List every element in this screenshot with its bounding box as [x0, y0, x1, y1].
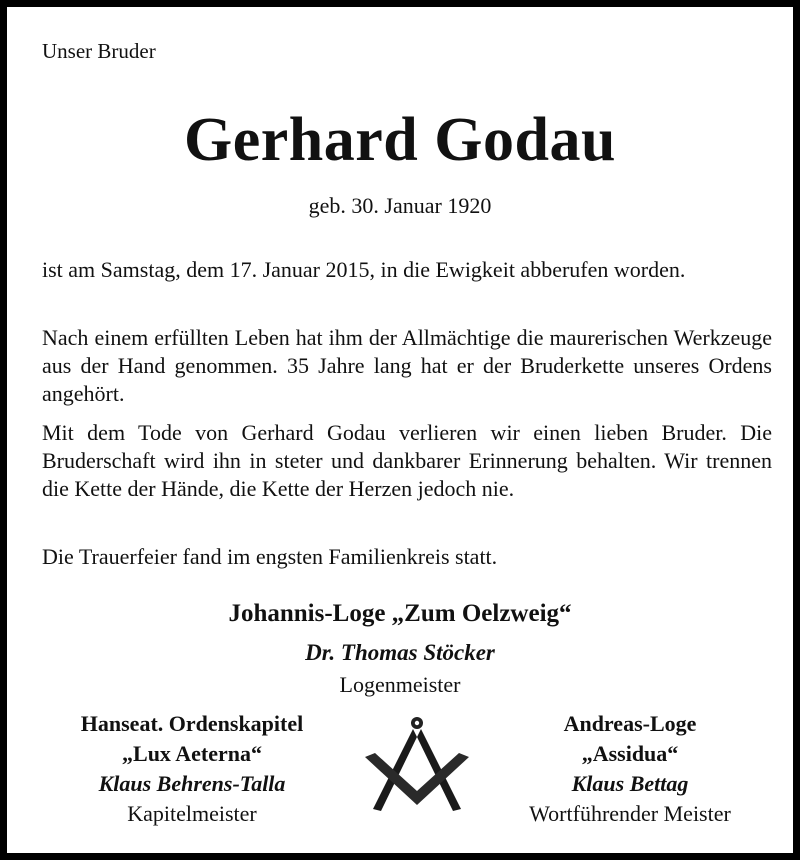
right-title: Wortführender Meister — [529, 801, 731, 826]
intro-text: Unser Bruder — [42, 39, 156, 63]
deceased-name: Gerhard Godau — [184, 106, 616, 174]
lodge-master-title: Logenmeister — [339, 672, 461, 697]
left-org-line-1: Hanseat. Ordenskapitel — [80, 711, 304, 736]
right-org-line-1: Andreas-Loge — [563, 711, 697, 736]
lodge-master-name: Dr. Thomas Stöcker — [305, 640, 495, 665]
left-person: Klaus Behrens-Talla — [98, 771, 286, 796]
birth-date: geb. 30. Januar 1920 — [308, 193, 492, 218]
square-and-compasses-icon — [357, 713, 477, 817]
signature-block-right — [465, 709, 795, 829]
left-title: Kapitelmeister — [127, 801, 257, 826]
left-org-line-2: „Lux Aeterna“ — [122, 741, 262, 766]
paragraph-4: Die Trauerfeier fand im engsten Familienkreis statt. — [42, 544, 498, 569]
right-person: Klaus Bettag — [571, 771, 689, 796]
lodge-name: Johannis-Loge „Zum Oelzweig“ — [228, 600, 572, 627]
paragraph-1: ist am Samstag, dem 17. Januar 2015, in die Ewigkeit abberufen worden. — [42, 257, 686, 282]
paragraph-3: Mit dem Tode von Gerhard Godau verlieren wir einen lieben Bruder. Die Bruderschaft wird ihn in steter und dankbarer Erinnerung behalten. Wir trennen die Kette der Hände, die Kette der Herzen jedoch nie. — [42, 420, 772, 501]
signature-block-left — [27, 709, 357, 829]
paragraph-2: Nach einem erfüllten Leben hat ihm der Allmächtige die maurerischen Werkzeuge aus der Hand genommen. 35 Jahre lang hat er der Bruderkette unseres Ordens angehört. — [42, 325, 772, 406]
right-org-line-2: „Assidua“ — [581, 741, 679, 766]
